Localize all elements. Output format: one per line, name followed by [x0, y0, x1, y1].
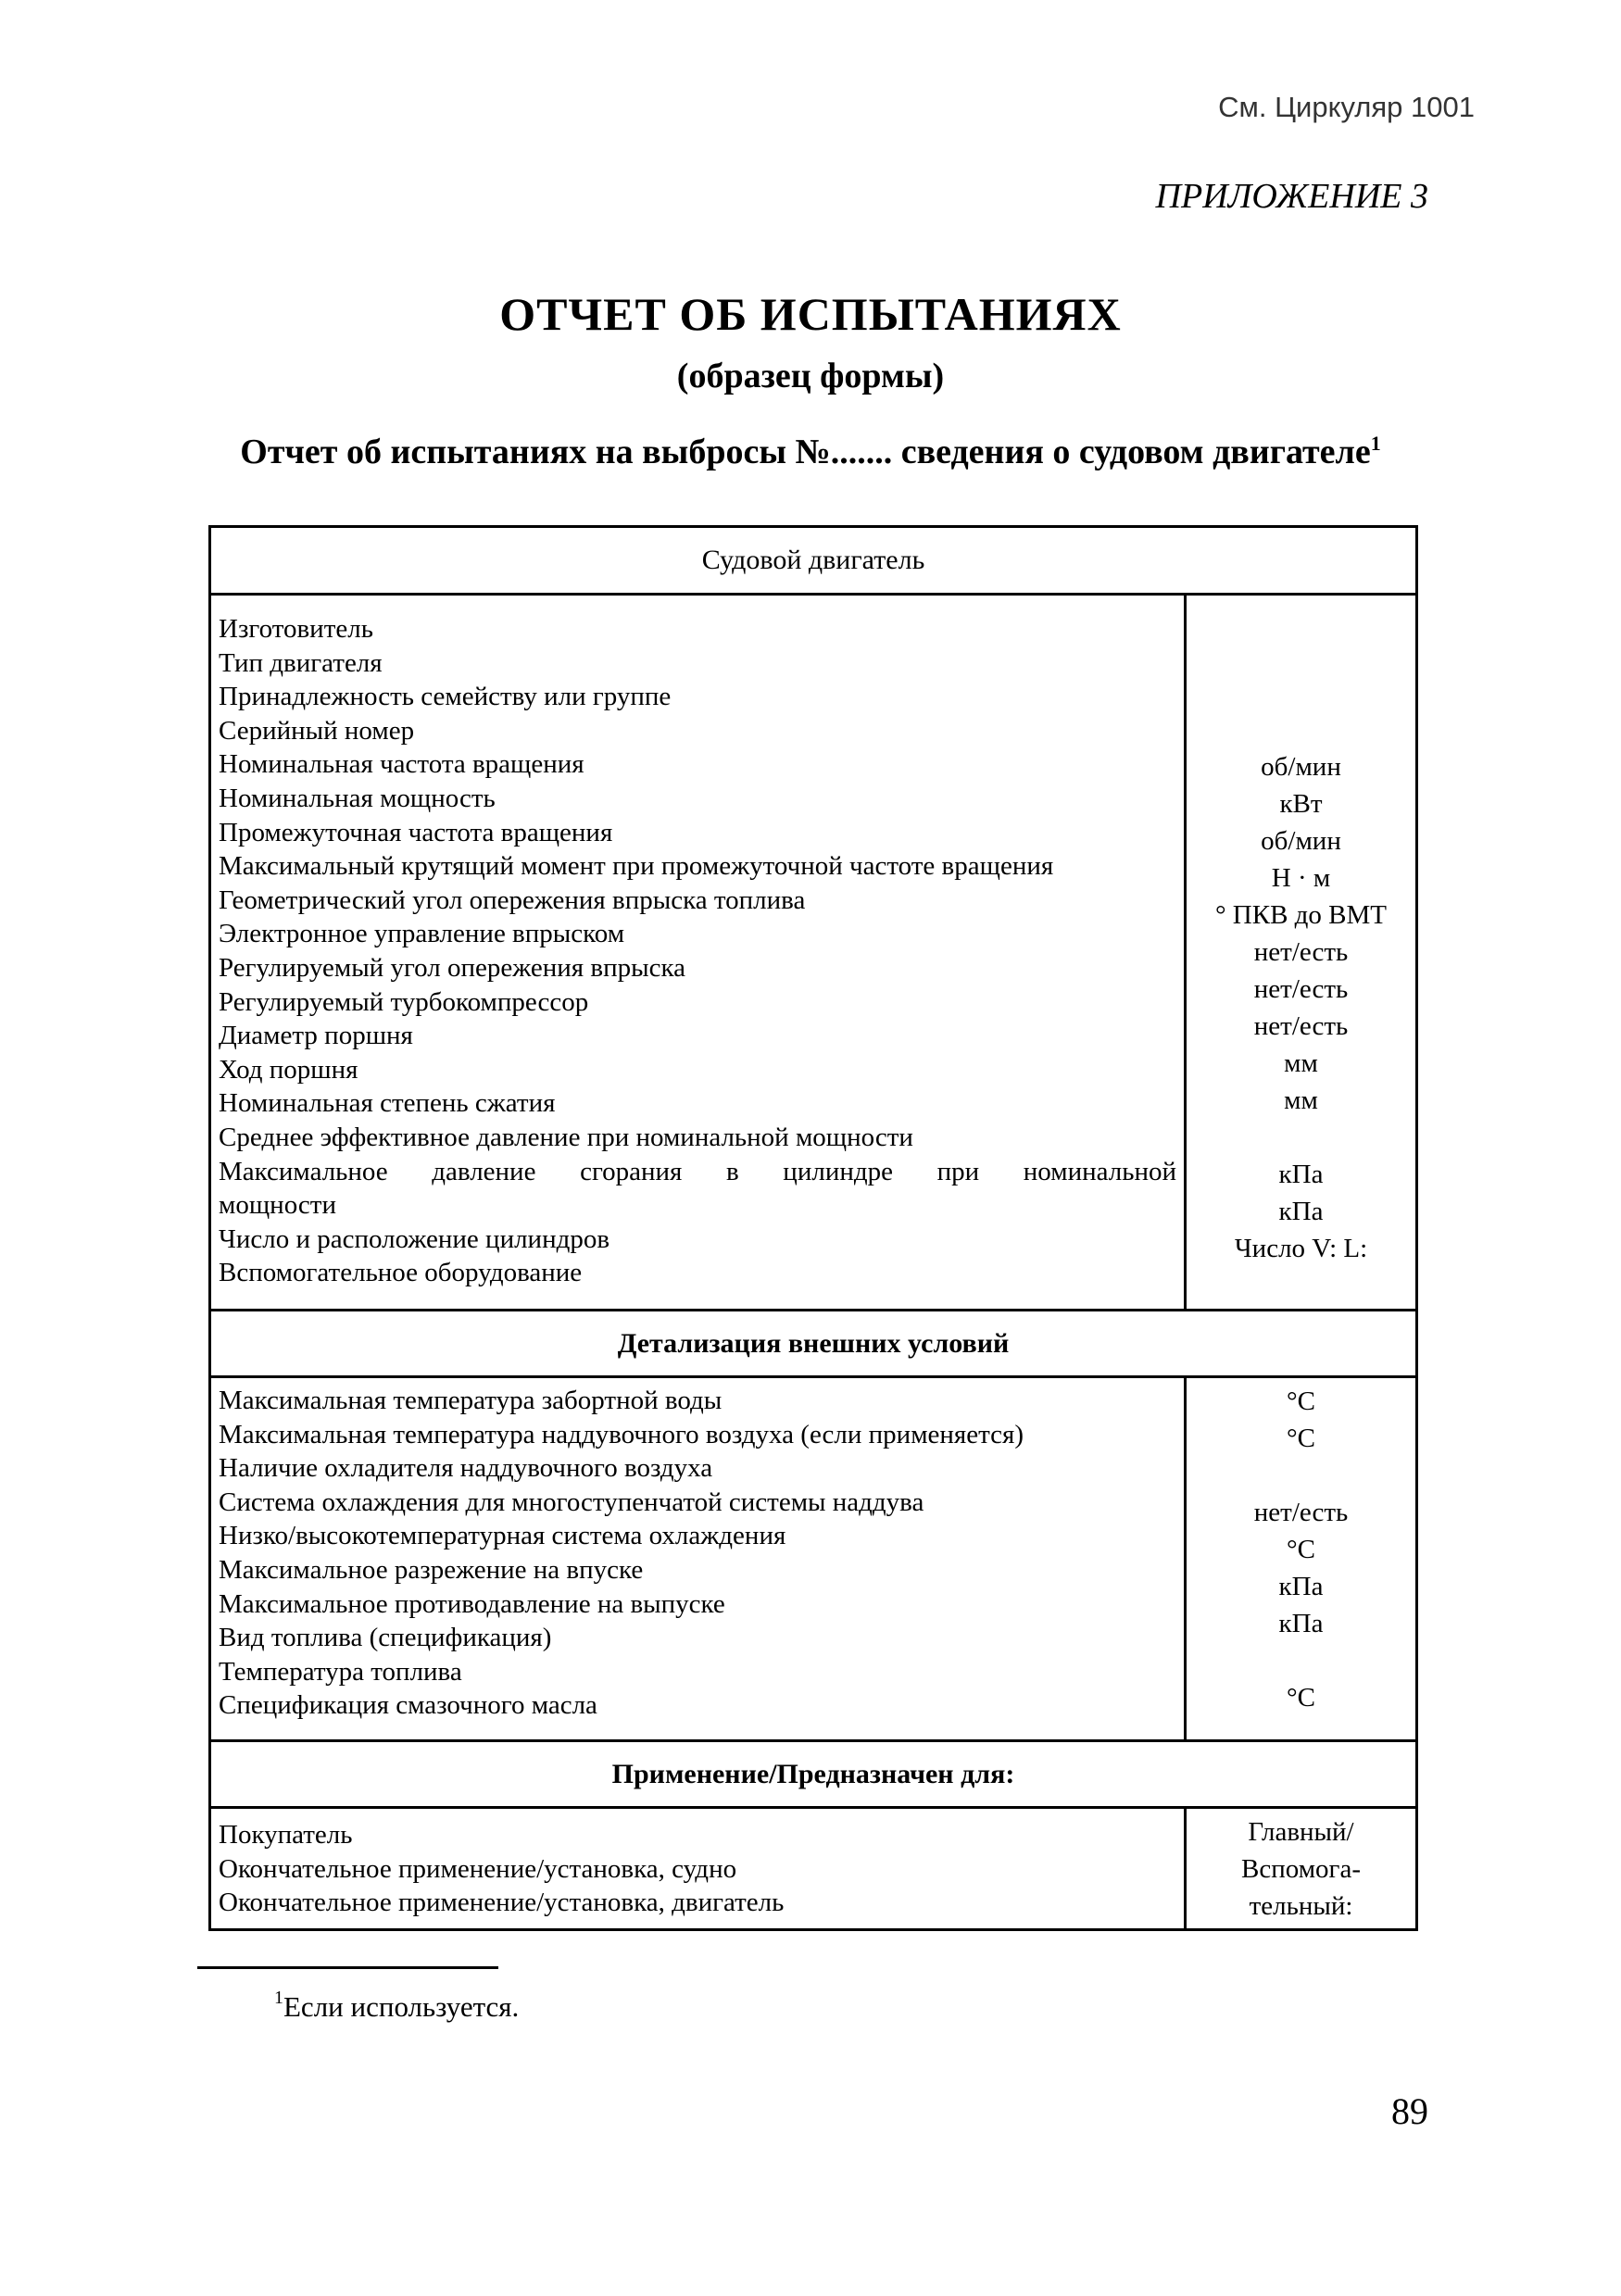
- field-label: Система охлаждения для многоступенчатой системы наддува: [219, 1487, 924, 1517]
- field-label: Ход поршня: [219, 1054, 358, 1085]
- field-label: Изготовитель: [219, 614, 373, 644]
- field-label: Электронное управление впрыском: [219, 919, 625, 949]
- field-label: Покупатель: [219, 1820, 353, 1850]
- field-label: Вид топлива (спецификация): [219, 1623, 552, 1653]
- section-header-application: Применение/Предназначен для:: [211, 1742, 1415, 1809]
- unit-cell: нет/есть: [1253, 1498, 1349, 1527]
- field-label: Тип двигателя: [219, 647, 383, 678]
- field-label: Серийный номер: [219, 715, 415, 746]
- unit-cell: °C: [1287, 1386, 1315, 1416]
- field-label: Окончательное применение/установка, судно: [219, 1853, 737, 1884]
- section-header-marine-engine: Судовой двигатель: [211, 528, 1415, 596]
- appendix-label: ПРИЛОЖЕНИЕ 3: [1155, 177, 1428, 216]
- document-title: ОТЧЕТ ОБ ИСПЫТАНИЯХ: [499, 288, 1122, 340]
- unit-cell: кПа: [1278, 1609, 1324, 1638]
- unit-cell: кВт: [1279, 789, 1323, 819]
- unit-cell: °C: [1287, 1424, 1315, 1453]
- unit-cell: кПа: [1278, 1197, 1324, 1226]
- field-labels: [211, 596, 1187, 1309]
- unit-cell: мм: [1284, 1085, 1318, 1115]
- field-label: Регулируемый угол опережения впрыска: [219, 952, 685, 983]
- field-label: Число и расположение цилиндров: [219, 1223, 610, 1254]
- unit-cell: °C: [1287, 1683, 1315, 1713]
- footnote-reference: 1: [1370, 432, 1381, 455]
- section-body-external-conditions: [211, 1378, 1415, 1742]
- section-header-external-conditions: Детализация внешних условий: [211, 1311, 1415, 1378]
- field-label: Низко/высокотемпературная система охлаждения: [219, 1521, 786, 1551]
- unit-cell: нет/есть: [1253, 974, 1349, 1004]
- report-heading: [0, 432, 1621, 472]
- field-label: мощности: [219, 1190, 336, 1221]
- field-label: Максимальное давление сгорания в цилиндре при номинальной: [219, 1156, 1176, 1186]
- field-label: Регулируемый турбокомпрессор: [219, 986, 589, 1017]
- report-heading-text: Отчет об испытаниях на выбросы №....... сведения о судовом двигателе: [240, 433, 1371, 471]
- field-label: Окончательное применение/установка, двигатель: [219, 1888, 785, 1918]
- field-label: Наличие охладителя наддувочного воздуха: [219, 1453, 713, 1484]
- field-label: Вспомогательное оборудование: [219, 1258, 583, 1288]
- unit-cell: Н · м: [1271, 863, 1331, 893]
- unit-cell: Главный/: [1248, 1817, 1354, 1847]
- section-body-marine-engine: [211, 596, 1415, 1311]
- section-body-application: [211, 1809, 1415, 1928]
- field-label: Номинальная частота вращения: [219, 749, 584, 780]
- unit-cell: нет/есть: [1253, 1011, 1349, 1041]
- field-label: Номинальная степень сжатия: [219, 1088, 556, 1119]
- unit-cell: мм: [1284, 1048, 1318, 1078]
- field-label: Максимальная температура забортной воды: [219, 1386, 723, 1415]
- unit-cell: об/мин: [1261, 826, 1341, 856]
- document-subtitle: (образец формы): [676, 357, 945, 395]
- footnote: [274, 1988, 519, 2024]
- unit-cell: °C: [1287, 1535, 1315, 1564]
- report-form-table: [208, 525, 1418, 1931]
- field-label: Спецификация смазочного масла: [219, 1690, 597, 1721]
- field-label: Максимальный крутящий момент при промежуточной частоте вращения: [219, 851, 1054, 882]
- field-label: Температура топлива: [219, 1656, 462, 1687]
- footnote-text: Если используется.: [283, 1990, 520, 2023]
- field-label: Геометрический угол опережения впрыска топлива: [219, 885, 806, 915]
- field-labels: [211, 1809, 1187, 1928]
- unit-cell: Число V: L:: [1234, 1234, 1368, 1263]
- unit-column: [1187, 596, 1415, 1309]
- field-label: Максимальное противодавление на выпуске: [219, 1588, 725, 1619]
- field-label: Промежуточная частота вращения: [219, 817, 613, 847]
- footnote-mark: 1: [274, 1988, 283, 2008]
- field-label: Среднее эффективное давление при номинальной мощности: [219, 1122, 913, 1152]
- unit-column: [1187, 1378, 1415, 1739]
- footnote-divider: [197, 1966, 498, 1969]
- unit-cell: кПа: [1278, 1572, 1324, 1601]
- unit-cell: кПа: [1278, 1160, 1324, 1189]
- field-labels: [211, 1378, 1187, 1739]
- field-label: Максимальная температура наддувочного воздуха (если применяется): [219, 1419, 1024, 1449]
- field-label: Максимальное разрежение на впуске: [219, 1554, 644, 1585]
- unit-cell: Вспомога-: [1241, 1854, 1361, 1884]
- circular-reference: См. Циркуляр 1001: [1218, 91, 1475, 123]
- unit-column: [1187, 1809, 1415, 1928]
- field-label: Диаметр поршня: [219, 1021, 413, 1051]
- unit-cell: тельный:: [1249, 1891, 1353, 1921]
- unit-cell: об/мин: [1261, 752, 1341, 782]
- field-label: Принадлежность семейству или группе: [219, 682, 672, 712]
- field-label: Номинальная мощность: [219, 783, 496, 813]
- unit-cell: ° ПКВ до ВМТ: [1214, 900, 1388, 930]
- unit-cell: нет/есть: [1253, 937, 1349, 967]
- page-number: 89: [1391, 2090, 1428, 2132]
